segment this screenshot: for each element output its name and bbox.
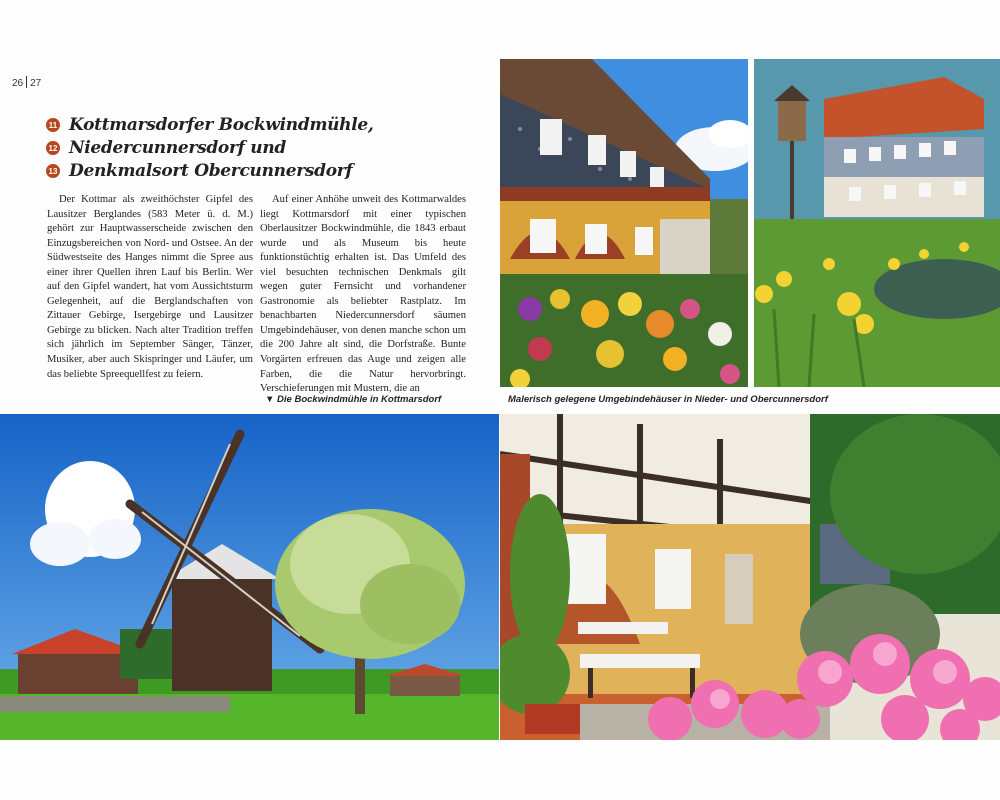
section-title-12	[46, 137, 486, 159]
body-column-left	[47, 193, 253, 382]
section-title-11	[46, 114, 486, 136]
section-title-text: Denkmalsort Obercunnersdorf	[69, 161, 353, 181]
section-titles	[46, 114, 486, 183]
section-title-13	[46, 160, 486, 182]
page-number-right: 27	[30, 78, 42, 89]
photo-house-pond-daffodils	[754, 59, 1000, 387]
section-title-text: Niedercunnersdorf und	[69, 138, 286, 158]
photo-house-slate-facade	[500, 59, 748, 387]
section-number-badge: 12	[46, 141, 60, 155]
section-number-badge: 11	[46, 118, 60, 132]
caption-windmill: ▼ Die Bockwindmühle in Kottmarsdorf	[265, 394, 442, 405]
section-title-text: Kottmarsdorfer Bockwindmühle,	[69, 115, 374, 135]
section-number-badge: 13	[46, 164, 60, 178]
page-number-left: 26	[12, 78, 24, 89]
body-paragraph: Auf einer Anhöhe unweit des Kottmarwaldes liegt Kottmarsdorf mit einer typischen Oberlausitzer Bockwindmühle, die 1843 erbaut wurde und als Museum bis heute funktionstüchtig erhalten ist. Das Umfeld des viel besuchten technischen Denkmals gilt wegen guter Fernsicht und vorhandener Gastronomie als beliebter Rastplatz. Im benachbarten Niedercunnersdorf säumen Umgebindehäuser, von denen manche schon um die 200 Jahre alt sind, die Dorfstraße. Bunte Vorgärten erfreuen das Auge und zeigen alle Farben, die die Natur hervorbringt. Verschieferungen mit Mustern, die an	[260, 194, 466, 395]
page-number-divider	[26, 76, 27, 88]
body-column-right	[260, 193, 466, 397]
page-numbers	[12, 76, 41, 89]
photo-windmill-kottmarsdorf	[0, 414, 499, 740]
body-paragraph: Der Kottmar als zweithöchster Gipfel des Lausitzer Berglandes (583 Meter ü. d. M.) gehört zur Hauptwasserscheide zwischen den Einzugsbereichen von Nord- und Ostsee. An der Südwestseite des Hanges nimmt die Spree aus einer ihrer Quellen ihren Lauf bis Berlin. Wer auf den Gipfel wandert, hat vom Aussichtsturm Gelegenheit, auf die Berglandschaften von Zittauer Gebirge, Isergebirge und Lausitzer Gebirge zu blicken. Nach alter Tradition treffen sich jährlich im September Sänger, Tänzer, Musiker, aber auch Skispringer und Läufer, um das beliebte Spreequellfest zu feiern.	[47, 194, 253, 380]
photo-street-bench-rhododendron	[500, 414, 1000, 740]
caption-houses: Malerisch gelegene Umgebindehäuser in Nieder- und Obercunnersdorf	[508, 394, 828, 405]
